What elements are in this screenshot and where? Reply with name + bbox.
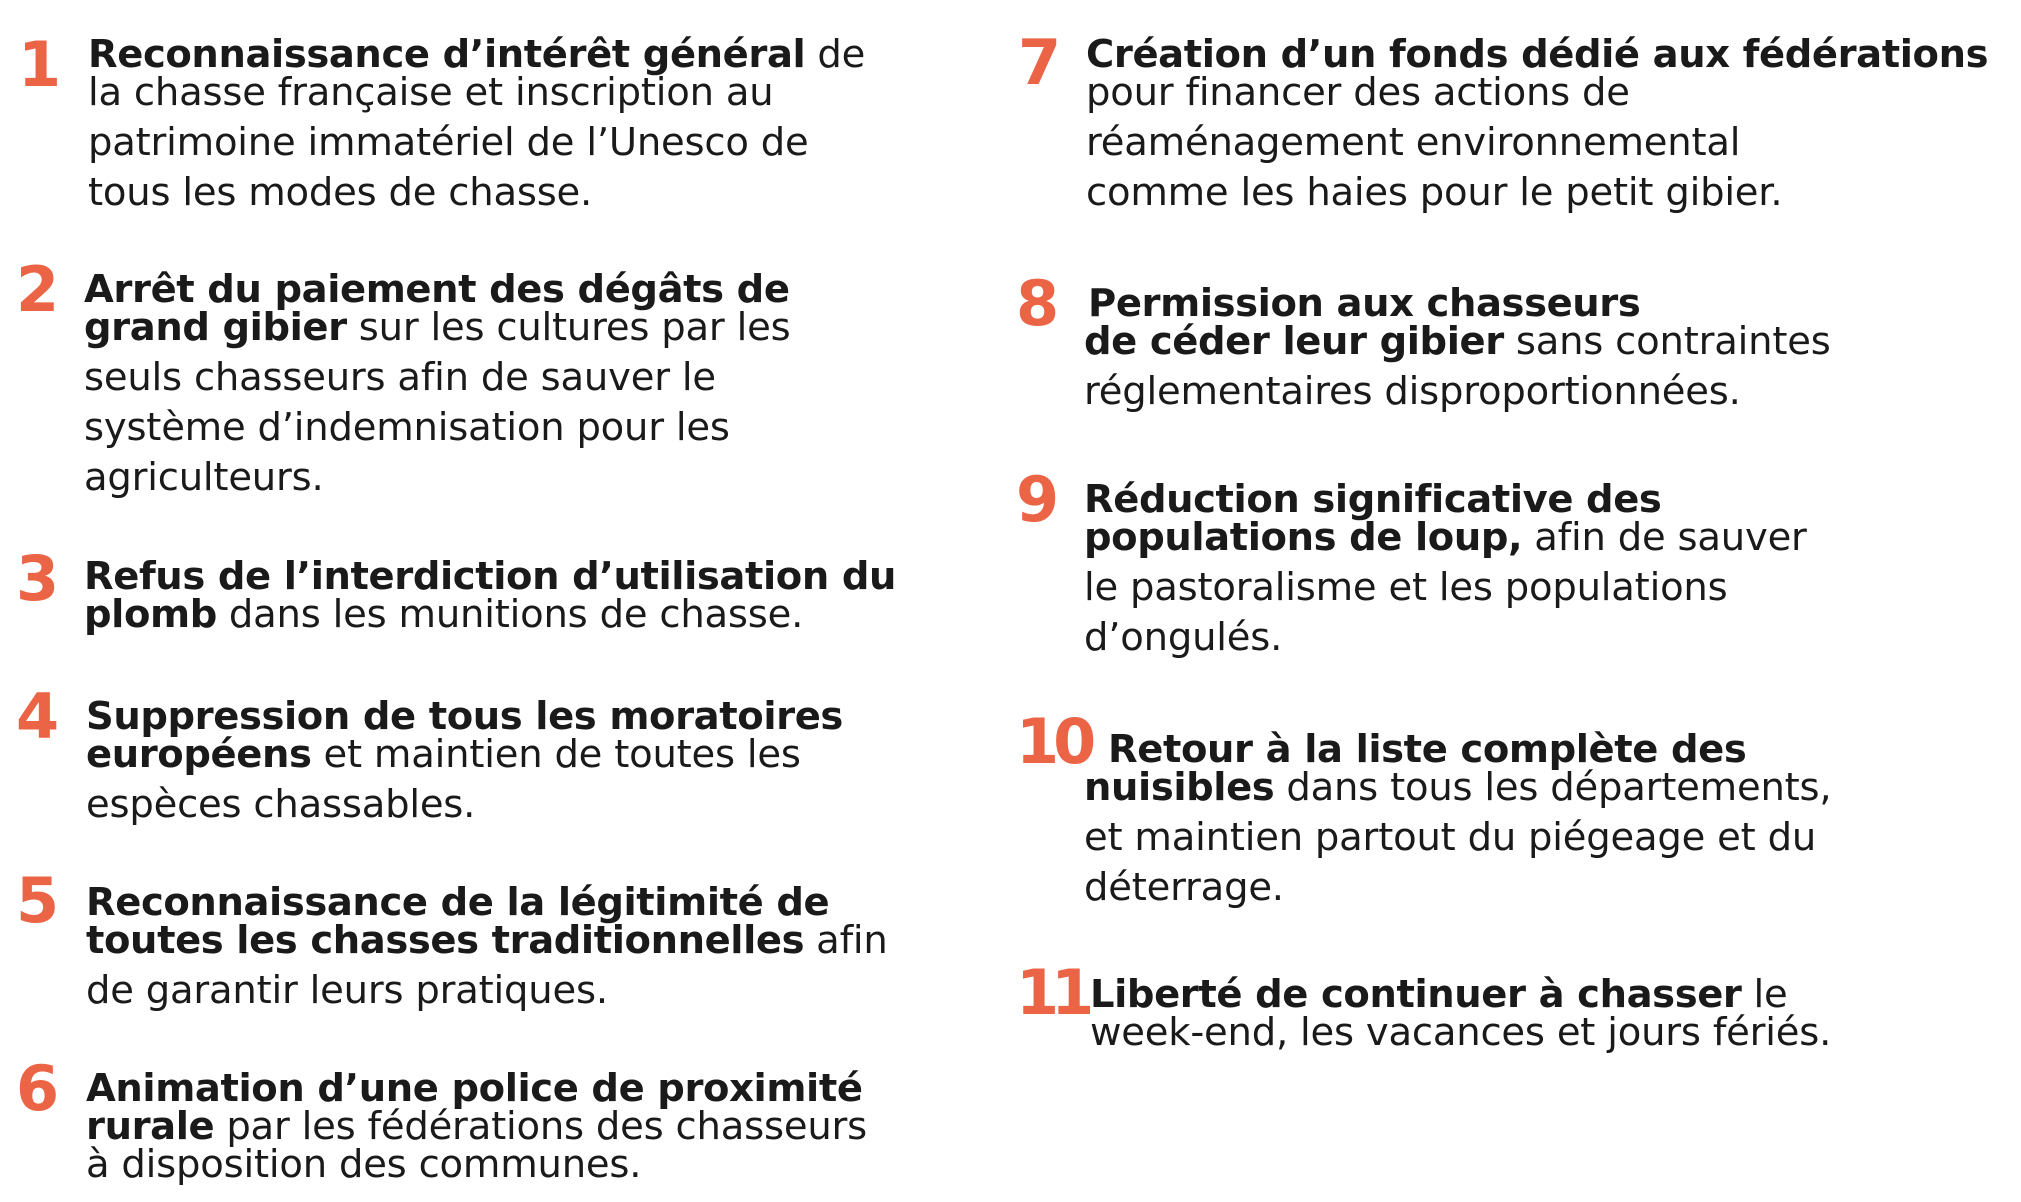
item-normal-text: d’ongulés. (1084, 615, 1283, 660)
item-bold-text: populations de loup, (1084, 515, 1523, 560)
item-bold-text: Création d’un fonds dédié aux fédérations (1086, 32, 1989, 77)
item-normal-text: le pastoralisme et les populations (1084, 565, 1728, 610)
item-line (84, 403, 790, 453)
item-normal-text: et maintien de toutes les (311, 732, 801, 777)
item-normal-text: dans les munitions de chasse. (216, 592, 804, 637)
item-bold-text: toutes les chasses traditionnelles (86, 918, 805, 963)
item-number: 6 (16, 1052, 54, 1125)
item-number: 7 (1018, 26, 1056, 99)
item-text (1084, 725, 1831, 913)
item-bold-text: européens (86, 732, 312, 777)
item-text (1086, 30, 1988, 218)
item-normal-text: réaménagement environnemental (1086, 120, 1741, 165)
item-line (1084, 513, 1807, 563)
item-3 (16, 542, 896, 640)
item-bold-text: Reconnaissance d’intérêt général (88, 32, 806, 77)
item-normal-text: système d’indemnisation pour les (84, 405, 730, 450)
item-bold-text: Permission aux chasseurs (1088, 281, 1641, 326)
item-number: 2 (16, 253, 54, 326)
item-normal-text: week-end, les vacances et jours fériés. (1090, 1010, 1832, 1055)
item-normal-text: par les fédérations des chasseurs (214, 1104, 868, 1149)
item-6 (16, 1052, 868, 1190)
item-line (1084, 367, 1831, 417)
item-10 (1016, 705, 1832, 913)
item-line (1084, 763, 1831, 813)
item-text (1084, 279, 1831, 417)
item-normal-text: de garantir leurs pratiques. (86, 968, 608, 1013)
item-number: 11 (1016, 956, 1087, 1029)
item-line (84, 453, 790, 503)
item-bold-text: Réduction significative des (1084, 477, 1662, 522)
item-number: 10 (1016, 705, 1091, 778)
item-line (1090, 1008, 1831, 1058)
item-line (1084, 613, 1807, 663)
item-normal-text: et maintien partout du piégeage et du (1084, 815, 1817, 860)
item-line (88, 118, 865, 168)
item-text (84, 265, 790, 503)
item-normal-text: tous les modes de chasse. (88, 170, 593, 215)
item-normal-text: comme les haies pour le petit gibier. (1086, 170, 1783, 215)
item-line (1084, 317, 1831, 367)
item-bold-text: rurale (86, 1104, 215, 1149)
item-normal-text: à disposition des communes. (86, 1142, 642, 1187)
item-text (86, 1064, 867, 1190)
item-normal-text: dans tous les départements, (1274, 765, 1832, 810)
item-normal-text: la chasse française et inscription au (88, 70, 774, 115)
item-number: 3 (16, 542, 54, 615)
item-bold-text: Reconnaissance de la légitimité de (86, 880, 830, 925)
item-text (1090, 970, 1831, 1058)
item-normal-text: pour financer des actions de (1086, 70, 1630, 115)
item-line (84, 303, 790, 353)
item-bold-text: Suppression de tous les moratoires (86, 694, 843, 739)
item-text (84, 552, 896, 640)
item-line (86, 780, 843, 830)
item-text (1084, 475, 1807, 663)
item-line (1084, 813, 1831, 863)
item-7 (1018, 26, 1989, 218)
item-bold-text: Retour à la liste complète des (1108, 727, 1747, 772)
item-2 (16, 253, 791, 503)
item-normal-text: sans contraintes (1503, 319, 1831, 364)
item-line (86, 966, 888, 1016)
item-normal-text: agriculteurs. (84, 455, 324, 500)
item-normal-text: espèces chassables. (86, 782, 476, 827)
item-normal-text: afin de sauver (1522, 515, 1807, 560)
item-number: 9 (1016, 463, 1054, 536)
item-11 (1016, 956, 1832, 1058)
item-line (1084, 563, 1807, 613)
item-number: 4 (16, 680, 54, 753)
item-line (86, 916, 888, 966)
item-line (1084, 863, 1831, 913)
item-bold-text: Refus de l’interdiction d’utilisation du (84, 554, 896, 599)
item-normal-text: le (1741, 972, 1788, 1017)
item-normal-text: patrimoine immatériel de l’Unesco de (88, 120, 809, 165)
item-number: 5 (16, 864, 54, 937)
item-bold-text: nuisibles (1084, 765, 1275, 810)
item-bold-text: grand gibier (84, 305, 347, 350)
item-bold-text: Animation d’une police de proximité (86, 1066, 863, 1111)
item-normal-text: afin (804, 918, 888, 963)
item-normal-text: de (805, 32, 866, 77)
item-8 (1016, 267, 1831, 417)
item-bold-text: Arrêt du paiement des dégâts de (84, 267, 790, 312)
item-number: 8 (1016, 267, 1054, 340)
item-normal-text: seuls chasseurs afin de sauver le (84, 355, 716, 400)
item-line (88, 168, 865, 218)
item-1 (18, 30, 865, 218)
item-normal-text: déterrage. (1084, 865, 1284, 910)
item-9 (1016, 463, 1807, 663)
item-normal-text: sur les cultures par les (346, 305, 791, 350)
item-text (86, 878, 888, 1016)
item-normal-text: réglementaires disproportionnées. (1084, 369, 1741, 414)
item-number: 1 (18, 28, 56, 101)
item-line (86, 730, 843, 780)
item-bold-text: de céder leur gibier (1084, 319, 1504, 364)
item-text (88, 30, 865, 218)
item-4 (16, 680, 843, 830)
item-line (88, 68, 865, 118)
item-line (84, 353, 790, 403)
item-bold-text: plomb (84, 592, 217, 637)
item-line (1086, 168, 1988, 218)
item-line (1086, 118, 1988, 168)
item-bold-text: Liberté de continuer à chasser (1090, 972, 1742, 1017)
item-text (86, 692, 843, 830)
item-5 (16, 864, 888, 1016)
item-line (84, 590, 896, 640)
